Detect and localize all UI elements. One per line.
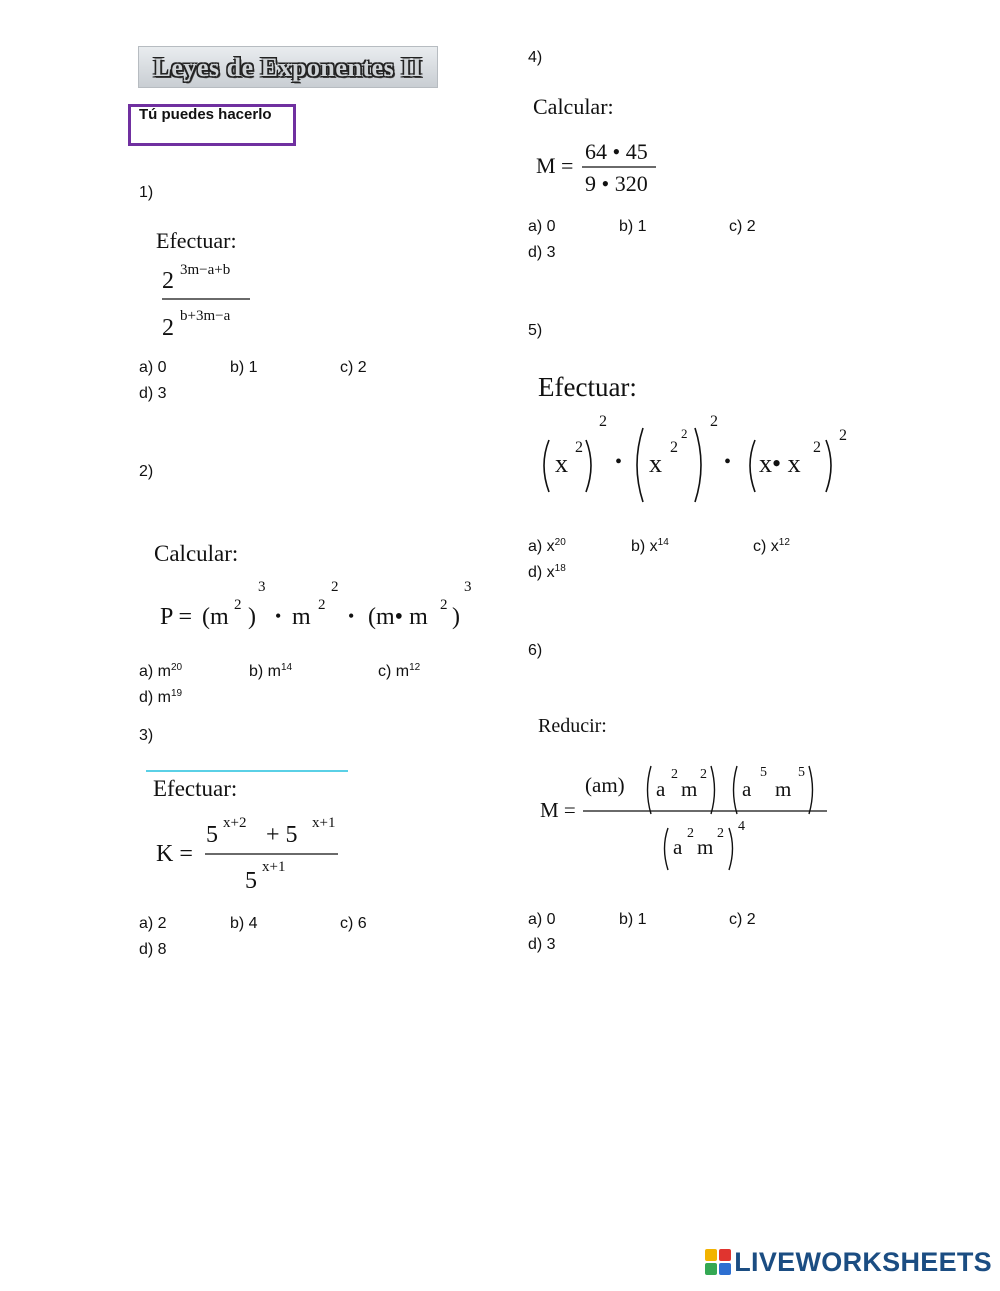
question-6-instruction: Reducir: <box>538 715 607 737</box>
question-2-term3-close: ) <box>452 604 460 630</box>
question-5-option-a[interactable]: a) $x^{20}$ <box>528 537 566 555</box>
question-3-den-base: 5 <box>245 868 257 894</box>
question-6-den-paren-open <box>665 828 669 870</box>
question-5-paren-open-3 <box>750 440 755 492</box>
question-5-dot-2: • <box>724 451 732 473</box>
question-2-lhs: P = <box>160 604 192 630</box>
question-1-option-a[interactable]: a) 0 <box>139 359 167 376</box>
question-6-num-a2-exp: 5 <box>760 765 767 780</box>
question-2-option-d[interactable]: d) $m^{19}$ <box>139 688 183 706</box>
question-1-instruction: Efectuar: <box>156 228 237 253</box>
question-5-number: 5) <box>528 322 543 339</box>
question-3-num-exp-2: x+1 <box>312 815 336 831</box>
question-2-term3: (m• m <box>368 604 428 630</box>
question-3-number: 3) <box>139 727 154 744</box>
question-5-paren-close-3 <box>826 440 831 492</box>
question-6-num-m1-exp: 2 <box>700 767 707 782</box>
question-5-term3-exp: 2 <box>813 439 821 456</box>
question-3-formula <box>150 772 360 897</box>
question-6-option-d[interactable]: d) 3 <box>528 936 556 953</box>
question-1-num-exp: 3m−a+b <box>180 262 231 278</box>
question-2-term1-exp: 2 <box>234 597 242 613</box>
question-6-den-m-exp: 2 <box>717 826 724 841</box>
question-2-instruction: Calcular: <box>154 541 239 566</box>
question-3-option-b[interactable]: b) 4 <box>230 915 258 932</box>
question-3-plus-term: + 5 <box>266 822 298 848</box>
question-3-lhs: K = <box>156 841 193 867</box>
question-6-den-paren-close <box>729 828 733 870</box>
question-6-num-paren-close-1 <box>711 766 715 814</box>
question-5-term2-outer-exp: 2 <box>710 413 718 430</box>
question-1-option-c[interactable]: c) 2 <box>340 359 367 376</box>
question-6-num-paren-open-2 <box>734 766 738 814</box>
question-3-instruction: Efectuar: <box>153 776 238 801</box>
liveworksheets-logo-icon <box>705 1249 731 1275</box>
question-3-option-d[interactable]: d) 8 <box>139 941 167 958</box>
question-4-number: 4) <box>528 49 543 66</box>
question-4-option-b[interactable]: b) 1 <box>619 218 647 235</box>
question-5-term3-outer-exp: 2 <box>839 427 847 444</box>
question-2-dot-2: • <box>348 606 355 626</box>
question-1-option-d[interactable]: d) 3 <box>139 385 167 402</box>
question-5-option-b[interactable]: b) $x^{14}$ <box>631 537 669 555</box>
question-6-option-b[interactable]: b) 1 <box>619 911 647 928</box>
question-2-term2: m <box>292 604 311 630</box>
question-1-den-exp: b+3m−a <box>180 308 231 324</box>
question-5-paren-open-1 <box>544 440 549 492</box>
question-5-option-d[interactable]: d) $x^{18}$ <box>528 563 566 581</box>
question-5-term2-exp: 2 <box>670 439 678 456</box>
question-2-term3-exp: 2 <box>440 597 448 613</box>
question-2-term3-outer-exp: 3 <box>464 579 472 595</box>
question-3-num-exp-1: x+2 <box>223 815 247 831</box>
question-5-dot-1: • <box>615 451 623 473</box>
question-4-option-d[interactable]: d) 3 <box>528 244 556 261</box>
question-2-term1-close: ) <box>248 604 256 630</box>
question-6-den-m: m <box>697 835 714 859</box>
question-4-option-c[interactable]: c) 2 <box>729 218 756 235</box>
question-4-instruction: Calcular: <box>533 94 614 119</box>
question-5-term1-exp: 2 <box>575 439 583 456</box>
question-6-den-a: a <box>673 835 683 859</box>
question-6-formula <box>535 710 835 875</box>
question-2-formula <box>150 535 480 635</box>
question-1-number: 1) <box>139 184 154 201</box>
question-6-lhs: M = <box>540 798 576 822</box>
question-5-formula <box>535 368 865 508</box>
question-1-den-base: 2 <box>162 315 174 341</box>
question-2-option-b[interactable]: b) $m^{14}$ <box>249 662 293 680</box>
question-5-instruction: Efectuar: <box>538 372 637 402</box>
question-4-option-a[interactable]: a) 0 <box>528 218 556 235</box>
question-6-num-a2: a <box>742 777 752 801</box>
question-3-den-exp: x+1 <box>262 859 286 875</box>
question-2-term1: (m <box>202 604 229 630</box>
question-2-dot-1: • <box>275 606 282 626</box>
question-3-option-c[interactable]: c) 6 <box>340 915 367 932</box>
question-3-option-a[interactable]: a) 2 <box>139 915 167 932</box>
question-5-paren-close-1 <box>586 440 591 492</box>
question-2-term2-exp-exp: 2 <box>331 579 339 595</box>
question-2-term2-exp: 2 <box>318 597 326 613</box>
question-4-numerator: 64 • 45 <box>585 139 648 164</box>
question-2-term1-outer-exp: 3 <box>258 579 266 595</box>
question-6-num-paren-close-2 <box>809 766 813 814</box>
question-1-num-base: 2 <box>162 268 174 294</box>
question-6-num-paren-open-1 <box>648 766 652 814</box>
question-6-num-m1: m <box>681 777 698 801</box>
question-5-option-c[interactable]: c) $x^{12}$ <box>753 537 790 555</box>
question-5-term1-outer-exp: 2 <box>599 413 607 430</box>
question-6-option-c[interactable]: c) 2 <box>729 911 756 928</box>
question-4-formula <box>530 90 680 200</box>
question-6-num-a1-exp: 2 <box>671 767 678 782</box>
hint-text: Tú puedes hacerlo <box>139 106 272 123</box>
worksheet-title: Leyes de Exponentes II <box>153 53 423 82</box>
question-5-paren-close-2 <box>695 428 701 502</box>
liveworksheets-brand-text: LIVEWORKSHEETS <box>734 1246 992 1277</box>
question-6-den-a-exp: 2 <box>687 826 694 841</box>
question-6-num-am: (am) <box>585 773 625 797</box>
question-2-option-a[interactable]: a) $m^{20}$ <box>139 662 183 680</box>
title-banner <box>138 46 438 88</box>
question-5-term1-base: x <box>555 449 568 478</box>
question-5-paren-open-2 <box>637 428 643 502</box>
question-6-num-m2-exp: 5 <box>798 765 805 780</box>
question-4-denominator: 9 • 320 <box>585 171 648 196</box>
question-2-option-c[interactable]: c) $m^{12}$ <box>378 662 421 680</box>
question-3-num-base-1: 5 <box>206 822 218 848</box>
question-5-term3-base: x• x <box>759 449 801 478</box>
liveworksheets-brand <box>705 1247 992 1277</box>
question-1-option-b[interactable]: b) 1 <box>230 359 258 376</box>
question-4-lhs: M = <box>536 153 574 178</box>
question-5-term2-base: x <box>649 449 662 478</box>
question-6-num-m2: m <box>775 777 792 801</box>
question-1-formula <box>150 224 270 344</box>
question-6-number: 6) <box>528 642 543 659</box>
question-6-num-a1: a <box>656 777 666 801</box>
question-6-den-outer-exp: 4 <box>738 819 745 834</box>
question-5-term2-exp-exp: 2 <box>681 426 688 441</box>
question-2-number: 2) <box>139 463 154 480</box>
question-6-option-a[interactable]: a) 0 <box>528 911 556 928</box>
